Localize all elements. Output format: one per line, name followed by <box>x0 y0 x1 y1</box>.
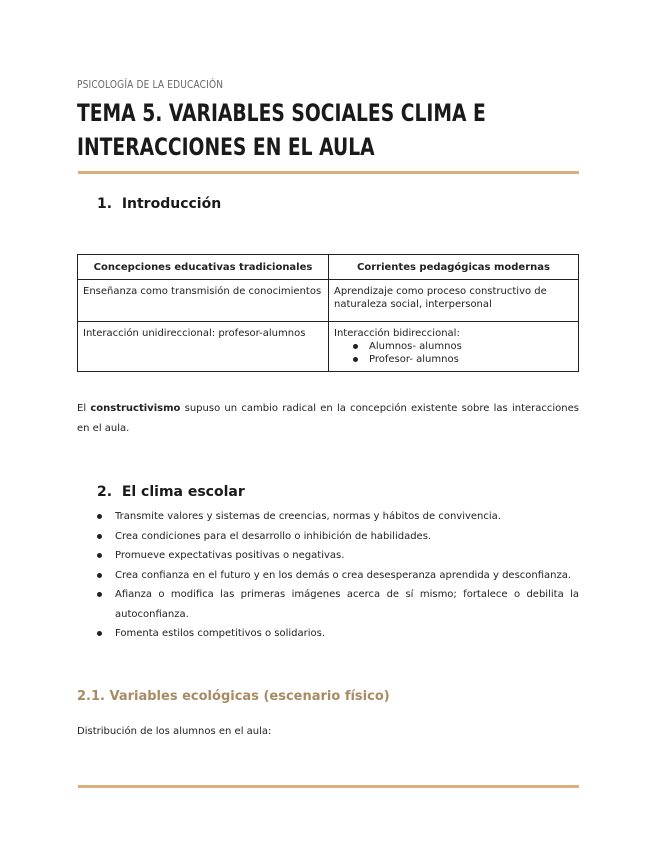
list-item: Afianza o modifica las primeras imágenes acerca de sí mismo; fortalece o debilita la autoconfianza. <box>77 585 579 624</box>
section-heading-clima-escolar <box>97 484 245 500</box>
section-heading-introduccion <box>97 196 221 212</box>
list-item: Crea condiciones para el desarrollo o inhibición de habilidades. <box>77 527 579 547</box>
section-title: Introducción <box>121 196 222 212</box>
paragraph-text: El <box>77 403 91 414</box>
list-item: Promueve expectativas positivas o negativas. <box>77 546 579 566</box>
paragraph-bold-term: constructivismo <box>90 403 181 414</box>
distribution-text: Distribución de los alumnos en el aula: <box>77 726 272 737</box>
footer-divider <box>78 785 579 788</box>
comparison-table <box>77 254 579 372</box>
table-cell-list <box>334 340 573 366</box>
table-cell: Aprendizaje como proceso constructivo de naturaleza social, interpersonal <box>329 280 579 322</box>
table-cell: Interacción unidireccional: profesor-alumnos <box>78 322 329 372</box>
clima-bullet-list <box>77 507 579 644</box>
list-item: Profesor- alumnos <box>369 353 573 366</box>
subsection-heading-variables-ecologicas: 2.1. Variables ecológicas (escenario físico) <box>77 689 390 704</box>
table-cell-intro: Interacción bidireccional: <box>334 328 460 339</box>
subject-header: PSICOLOGÍA DE LA EDUCACIÓN <box>77 78 224 91</box>
table-row <box>78 280 579 322</box>
table-row <box>78 322 579 372</box>
page-title: TEMA 5. VARIABLES SOCIALES CLIMA E INTERACCIONES EN EL AULA <box>77 99 486 161</box>
list-item: Transmite valores y sistemas de creencias, normas y hábitos de convivencia. <box>77 507 579 527</box>
table-header-cell: Corrientes pedagógicas modernas <box>329 255 579 280</box>
table-cell: Enseñanza como transmisión de conocimientos <box>78 280 329 322</box>
constructivism-paragraph <box>77 399 579 439</box>
table-header-row <box>78 255 579 280</box>
table-cell <box>329 322 579 372</box>
section-title: El clima escolar <box>121 484 245 500</box>
list-item: Fomenta estilos competitivos o solidarios. <box>77 624 579 644</box>
list-item: Crea confianza en el futuro y en los demás o crea desesperanza aprendida y desconfianza. <box>77 566 579 586</box>
list-item: Alumnos- alumnos <box>369 340 573 353</box>
section-number: 2. <box>97 484 113 500</box>
paragraph-text: supuso un cambio radical en la concepción existente sobre las interacciones en el aula. <box>77 403 579 434</box>
title-divider <box>78 171 579 174</box>
section-number: 1. <box>97 196 113 212</box>
table-header-cell: Concepciones educativas tradicionales <box>78 255 329 280</box>
